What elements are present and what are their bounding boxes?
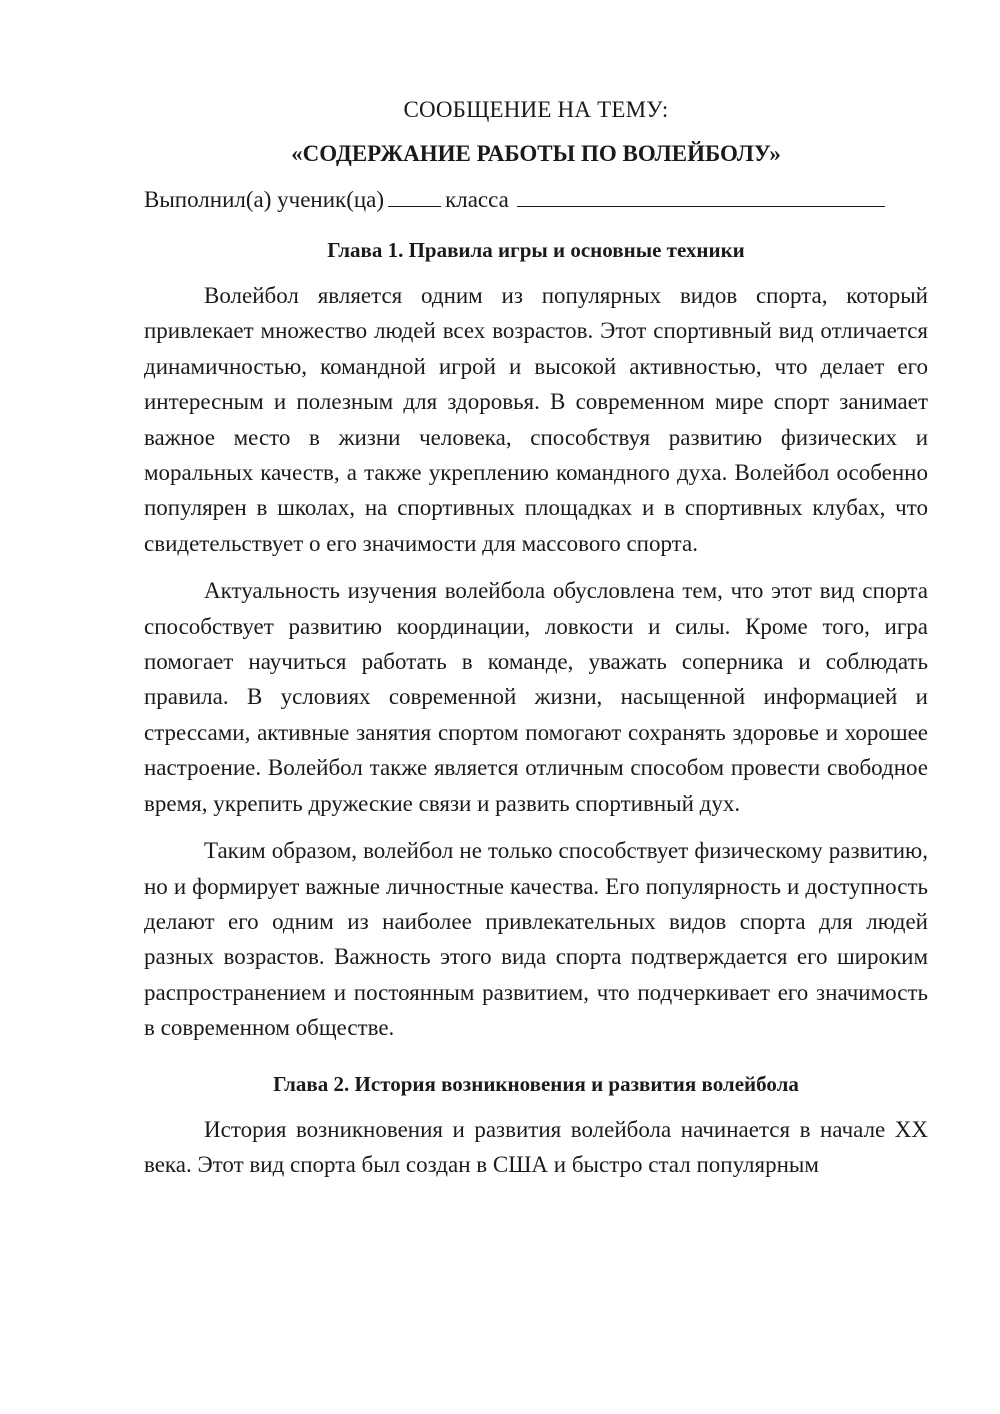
chapter-1-paragraph-3: Таким образом, волейбол не только способствует физическому развитию, но и формирует важные личностные качества. Его популярность и доступность делают его одним из наиболее привлекательных видов спорта для людей разных возрастов. Важность этого вида спорта подтверждается его широким распространением и постоянным развитием, что подчеркивает его значимость в современном обществе. [144, 838, 928, 1041]
chapter-1-title: Глава 1. Правила игры и основные техники [327, 238, 745, 262]
chapter-2-paragraph-1: История возникновения и развития волейбола начинается в начале XX века. Этот вид спорта был создан в США и быстро стал популярным [144, 1116, 928, 1177]
document-page [144, 92, 928, 1194]
grade-blank-line [388, 186, 441, 207]
author-byline [144, 182, 928, 218]
chapter-1-paragraph-2: Актуальность изучения волейбола обусловлена тем, что этот вид спорта способствует развитию координации, ловкости и силы. Кроме того, игра помогает научиться работать в команде, уважать соперника и соблюдать правила. В условиях современной жизни, насыщенной информацией и стрессами, активные занятия спортом помогают сохранять здоровье и хорошее настроение. Волейбол также является отличным способом провести свободное время, укрепить дружеские связи и развить спортивный дух. [144, 578, 928, 816]
chapter-2-title: Глава 2. История возникновения и развития волейбола [273, 1071, 799, 1096]
name-blank-line [517, 186, 885, 207]
report-heading: СООБЩЕНИЕ НА ТЕМУ: [403, 97, 669, 122]
chapter-1-paragraph-1: Волейбол является одним из популярных видов спорта, который привлекает множество людей всех возрастов. Этот спортивный вид отличается динамичностью, командной игрой и высокой активностью, что делает его интересным и полезным для здоровья. В современном мире спорт занимает важное место в жизни человека, способствуя развитию физических и моральных качеств, а также укреплению командного духа. Волейбол особенно популярен в школах, на спортивных площадках и в спортивных клубах, что свидетельствует о его значимости для массового спорта. [144, 283, 928, 556]
class-label: класса [445, 187, 509, 212]
author-label: Выполнил(а) ученик(ца) [144, 187, 385, 212]
report-title: «СОДЕРЖАНИЕ РАБОТЫ ПО ВОЛЕЙБОЛУ» [291, 141, 781, 166]
